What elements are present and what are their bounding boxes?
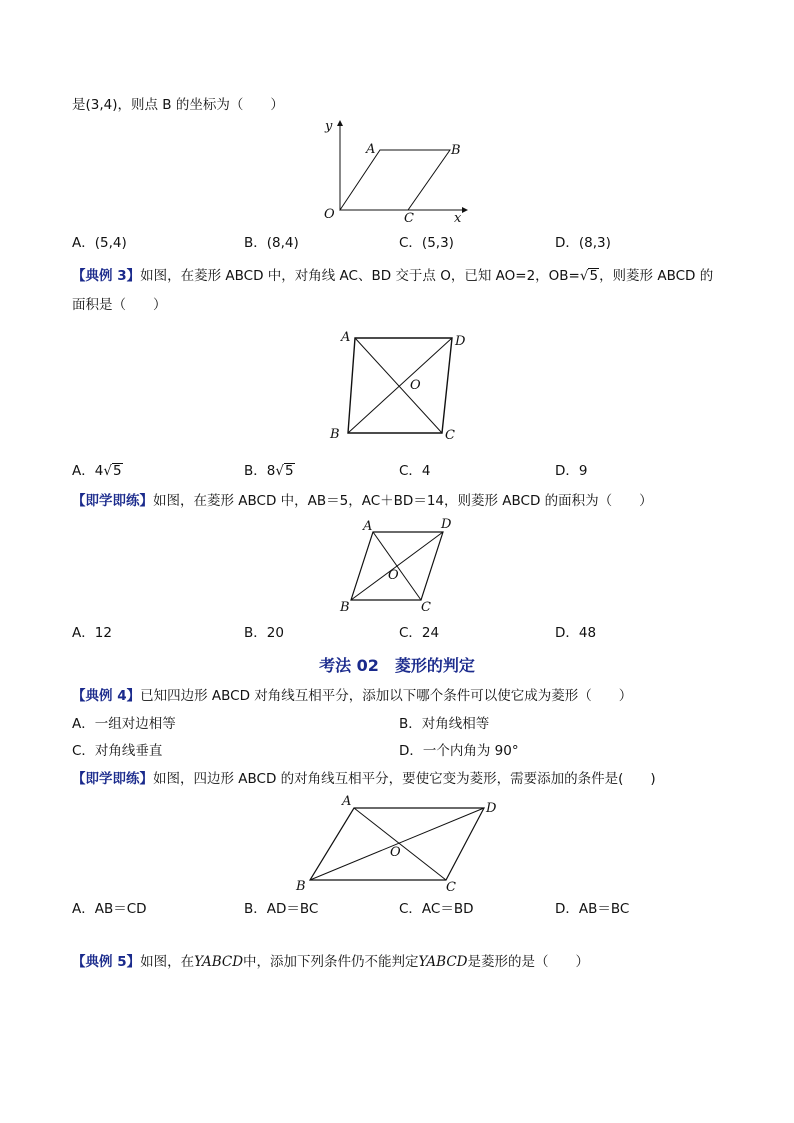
- label-a: A: [341, 330, 351, 345]
- label-b: B: [296, 879, 306, 894]
- label-o: O: [388, 568, 399, 583]
- label-c: C: [421, 600, 431, 615]
- parallelogram-symbol-abcd: YABCD: [194, 954, 244, 970]
- label-b: B: [340, 600, 350, 615]
- label-d: D: [455, 334, 466, 349]
- label-b: B: [451, 143, 461, 158]
- option-b: B．(8,4): [244, 235, 299, 251]
- example-5-stem: 【典例 5】如图，在YABCD中，添加下列条件仍不能判定YABCD是菱形的是（ ）: [72, 954, 589, 970]
- option-b: B．8√5: [244, 463, 294, 479]
- option-d: D．(8,3): [555, 235, 611, 251]
- option-c: C．AC＝BD: [399, 901, 474, 917]
- option-b: B．AD＝BC: [244, 901, 319, 917]
- rhombus-figure-2: [335, 515, 460, 615]
- option-c: C．4: [399, 463, 431, 479]
- option-c: C．(5,3): [399, 235, 454, 251]
- practice-1-stem: 【即学即练】如图，在菱形 ABCD 中，AB＝5，AC＋BD＝14，则菱形 ABCD 的面积为（ ）: [72, 493, 653, 509]
- label-c: C: [445, 428, 455, 443]
- label-o: O: [410, 378, 421, 393]
- option-a: A．(5,4): [72, 235, 127, 251]
- option-d: D．一个内角为 90°: [399, 743, 519, 759]
- example-5-tag: 【典例 5】: [72, 954, 141, 970]
- example-3-stem: 【典例 3】如图，在菱形 ABCD 中，对角线 AC、BD 交于点 O，已知 AO=2，OB=√5，则菱形 ABCD 的: [72, 268, 714, 284]
- option-a: A．12: [72, 625, 112, 641]
- label-a: A: [363, 519, 373, 534]
- label-c: C: [446, 880, 456, 895]
- parallelogram-axes-figure: [320, 118, 470, 228]
- option-c: C．24: [399, 625, 440, 641]
- label-o: O: [390, 845, 401, 860]
- label-b: B: [330, 427, 340, 442]
- label-y: y: [325, 119, 333, 134]
- practice-1-tag: 【即学即练】: [72, 493, 153, 509]
- example-4-stem: 【典例 4】已知四边形 ABCD 对角线互相平分，添加以下哪个条件可以使它成为菱形（ ）: [72, 688, 633, 704]
- example-3-tag: 【典例 3】: [72, 268, 141, 284]
- label-a: A: [342, 794, 352, 809]
- label-d: D: [441, 517, 452, 532]
- example-4-tag: 【典例 4】: [72, 688, 141, 704]
- rhombus-figure-1: [325, 325, 470, 445]
- label-o: O: [324, 207, 335, 222]
- option-d: D．9: [555, 463, 588, 479]
- option-c: C．对角线垂直: [72, 743, 163, 759]
- section-title: 考法 02 菱形的判定: [319, 656, 475, 675]
- example-3-stem-line2: 面积是（ ）: [72, 297, 167, 313]
- option-d: D．48: [555, 625, 597, 641]
- option-b: B．对角线相等: [399, 716, 490, 732]
- option-a: A．4√5: [72, 463, 122, 479]
- label-d: D: [486, 801, 497, 816]
- practice-2-tag: 【即学即练】: [72, 771, 153, 787]
- question-stem-tail: 是(3,4)，则点 B 的坐标为（ ）: [72, 97, 284, 113]
- parallelogram-figure: [292, 793, 507, 895]
- label-x: x: [454, 211, 462, 226]
- option-b: B．20: [244, 625, 284, 641]
- parallelogram-symbol-abcd: YABCD: [418, 954, 468, 970]
- sqrt-value: 5: [589, 268, 599, 284]
- practice-2-stem: 【即学即练】如图，四边形 ABCD 的对角线互相平分，要使它变为菱形，需要添加的条件是( ): [72, 771, 656, 787]
- label-a: A: [366, 142, 376, 157]
- label-c: C: [404, 211, 414, 226]
- option-a: A．AB＝CD: [72, 901, 147, 917]
- option-d: D．AB＝BC: [555, 901, 630, 917]
- option-a: A．一组对边相等: [72, 716, 176, 732]
